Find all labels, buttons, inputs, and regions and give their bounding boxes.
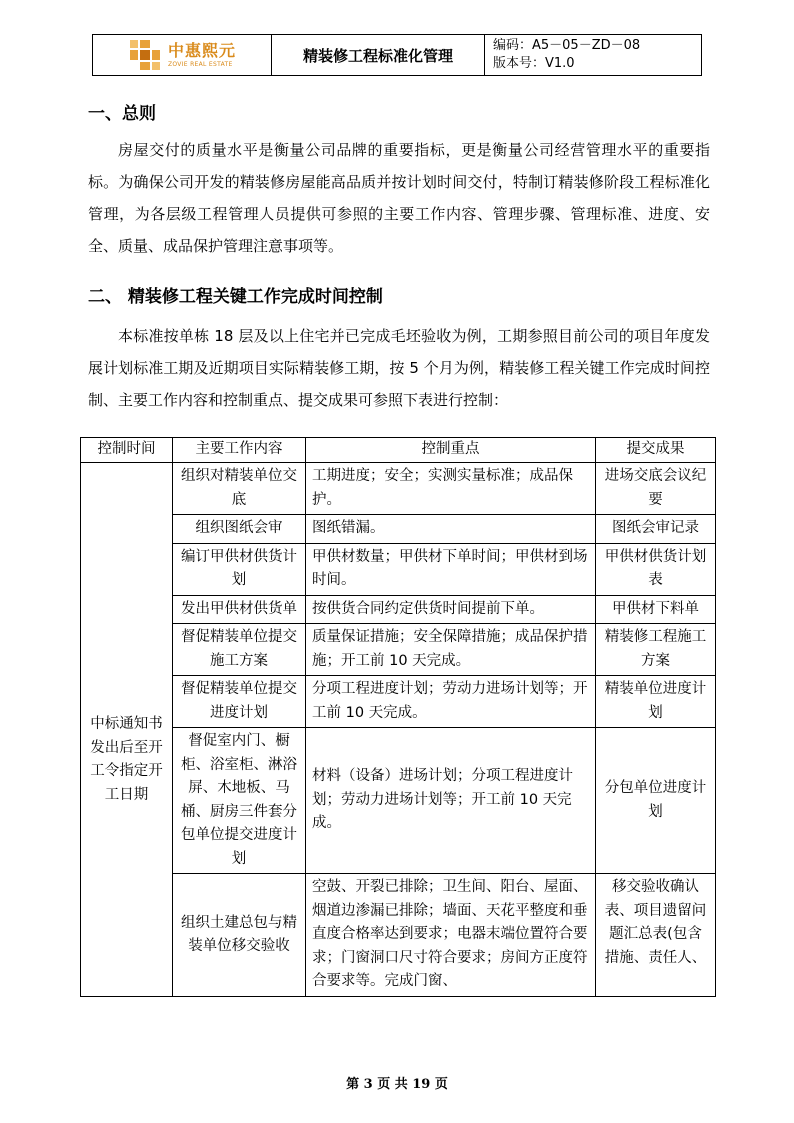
document-title: 精装修工程标准化管理 (272, 35, 485, 75)
work-cell: 组织图纸会审 (173, 515, 306, 544)
section-2-paragraph: 本标准按单栋 18 层及以上住宅并已完成毛坯验收为例，工期参照目前公司的项目年度发展计划标准工期及近期项目实际精装修工期，按 5 个月为例，精装修工程关键工作完成时间控制、主要工作内容和控制重点、提交成果可参照下表进行控制： (88, 327, 710, 409)
column-header-output: 提交成果 (596, 438, 716, 463)
work-cell: 组织对精装单位交底 (173, 463, 306, 515)
document-code: 编码：A5－05－ZD－08 (493, 38, 641, 53)
table-row (81, 676, 716, 728)
table-row (81, 463, 716, 515)
focus-cell: 分项工程进度计划；劳动力进场计划等；开工前 10 天完成。 (306, 676, 596, 728)
page-number-footer: 第 3 页 共 19 页 (346, 1077, 448, 1092)
focus-cell-text: 空鼓、开裂已排除；卫生间、阳台、屋面、烟道边渗漏已排除；墙面、天花平整度和垂直度合格率达到要求；电器末端位置符合要求；门窗洞口尺寸符合要求；房间方正度符合要求等。完成门窗、 (312, 879, 588, 989)
table-header-row (81, 438, 716, 463)
focus-cell: 质量保证措施；安全保障措施；成品保护措施；开工前 10 天完成。 (306, 624, 596, 676)
control-time-cell: 中标通知书发出后至开工令指定开工日期 (81, 463, 173, 997)
work-cell: 组织土建总包与精装单位移交验收 (173, 874, 306, 997)
logo-icon (128, 38, 162, 72)
output-cell-text: 移交验收确认表、项目遗留问题汇总表(包含措施、责任人、 (604, 879, 707, 966)
logo-english-name: ZOVIE REAL ESTATE (167, 60, 233, 68)
output-cell: 甲供材供货计划表 (596, 543, 716, 595)
focus-cell: 图纸错漏。 (306, 515, 596, 544)
output-cell (596, 874, 716, 997)
focus-cell: 甲供材数量；甲供材下单时间；甲供材到场时间。 (306, 543, 596, 595)
document-meta (485, 35, 701, 75)
table-row (81, 543, 716, 595)
focus-cell (306, 874, 596, 997)
table-row (81, 595, 716, 624)
output-cell: 甲供材下料单 (596, 595, 716, 624)
company-logo (93, 35, 272, 75)
column-header-focus: 控制重点 (306, 438, 596, 463)
output-cell: 分包单位进度计划 (596, 728, 716, 874)
logo-chinese-name: 中惠熙元 (167, 40, 236, 60)
output-cell: 精装修工程施工方案 (596, 624, 716, 676)
document-header (92, 34, 702, 76)
section-1-paragraph: 房屋交付的质量水平是衡量公司品牌的重要指标，更是衡量公司经营管理水平的重要指标。为确保公司开发的精装修房屋能高品质并按计划时间交付，特制订精装修阶段工程标准化管理，为各层级工程管理人员提供可参照的主要工作内容、管理步骤、管理标准、进度、安全、质量、成品保护管理注意事项等。 (88, 141, 710, 255)
column-header-work: 主要工作内容 (173, 438, 306, 463)
time-control-table (80, 437, 716, 997)
output-cell: 精装单位进度计划 (596, 676, 716, 728)
table-row (81, 728, 716, 874)
work-cell: 督促精装单位提交施工方案 (173, 624, 306, 676)
focus-cell: 材料（设备）进场计划；分项工程进度计划；劳动力进场计划等；开工前 10 天完成。 (306, 728, 596, 874)
output-cell: 图纸会审记录 (596, 515, 716, 544)
work-cell: 督促精装单位提交进度计划 (173, 676, 306, 728)
output-cell: 进场交底会议纪要 (596, 463, 716, 515)
section-2-heading: 二、 精装修工程关键工作完成时间控制 (88, 287, 383, 307)
document-version: 版本号：V1.0 (493, 56, 575, 71)
section-1-heading: 一、总则 (88, 104, 156, 124)
table-row (81, 624, 716, 676)
column-header-time: 控制时间 (81, 438, 173, 463)
table-row (81, 515, 716, 544)
work-cell: 发出甲供材供货单 (173, 595, 306, 624)
work-cell: 督促室内门、橱柜、浴室柜、淋浴屏、木地板、马桶、厨房三件套分包单位提交进度计划 (173, 728, 306, 874)
work-cell: 编订甲供材供货计划 (173, 543, 306, 595)
focus-cell: 按供货合同约定供货时间提前下单。 (306, 595, 596, 624)
focus-cell: 工期进度；安全；实测实量标准；成品保护。 (306, 463, 596, 515)
table-row (81, 874, 716, 997)
